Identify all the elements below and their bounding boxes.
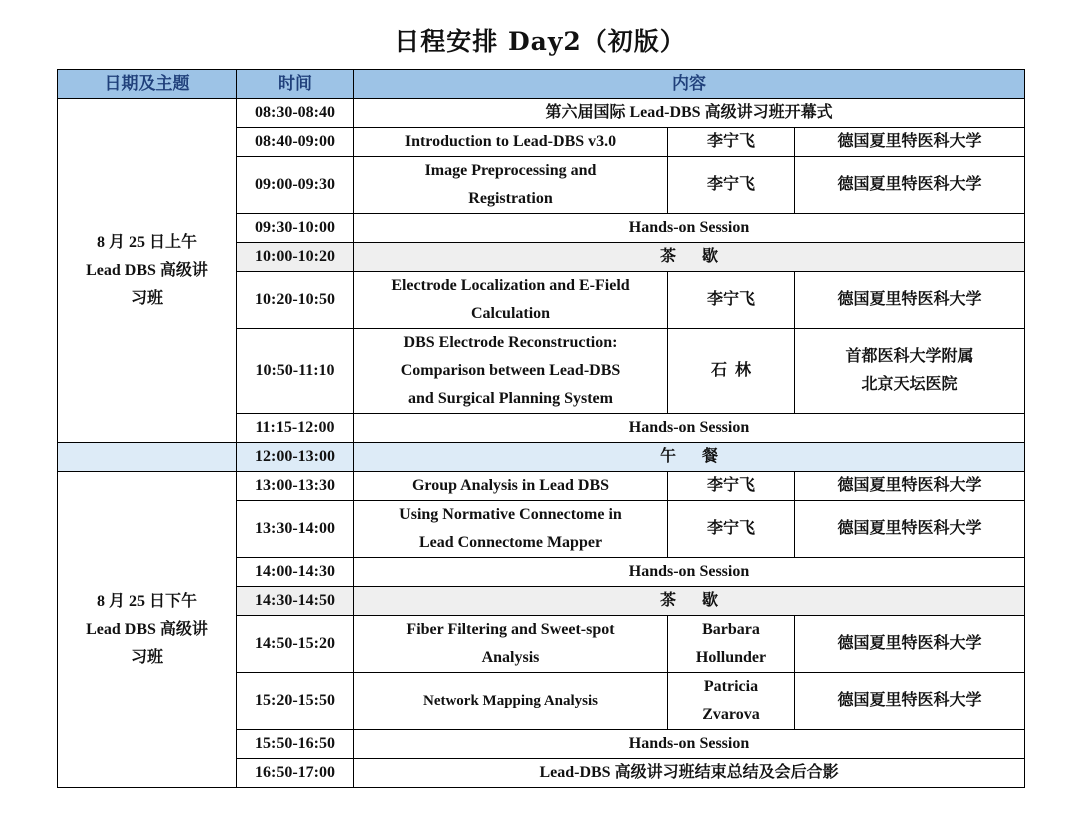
speaker-line: Hollunder (695, 649, 767, 666)
speaker-cell (668, 616, 795, 673)
session-cell: Hands-on Session (354, 730, 1025, 759)
affiliation-cell: 德国夏里特医科大学 (795, 272, 1025, 329)
topic-line: Lead Connectome Mapper (418, 534, 603, 551)
affiliation-cell: 德国夏里特医科大学 (795, 128, 1025, 157)
afternoon-topic-line: 习班 (130, 648, 163, 666)
schedule-table (57, 69, 1025, 788)
topic-line: Using Normative Connectome in (399, 506, 622, 523)
speaker-cell: 李宁飞 (668, 272, 795, 329)
session-cell: Lead-DBS 高级讲习班结束总结及会后合影 (354, 759, 1025, 788)
speaker-cell (668, 673, 795, 730)
time-cell: 16:50-17:00 (237, 759, 354, 788)
affiliation-cell: 德国夏里特医科大学 (795, 501, 1025, 558)
afternoon-topic-line: Lead DBS 高级讲 (86, 620, 208, 638)
time-cell: 09:30-10:00 (237, 214, 354, 243)
session-cell: Hands-on Session (354, 558, 1025, 587)
lunch-date-cell (58, 443, 237, 472)
table-row (58, 443, 1025, 472)
speaker-line: Barbara (702, 621, 760, 638)
topic-line: DBS Electrode Reconstruction: (403, 334, 618, 351)
morning-date-line: 8 月 25 日上午 (96, 233, 197, 251)
header-row (58, 70, 1025, 99)
topic-cell (354, 616, 668, 673)
affiliation-cell: 德国夏里特医科大学 (795, 673, 1025, 730)
session-cell: Hands-on Session (354, 214, 1025, 243)
topic-cell (354, 329, 668, 414)
time-cell: 13:00-13:30 (237, 472, 354, 501)
session-cell: Hands-on Session (354, 414, 1025, 443)
topic-line: Comparison between Lead-DBS (400, 362, 621, 379)
time-cell: 15:50-16:50 (237, 730, 354, 759)
table-row (58, 472, 1025, 501)
topic-line: Fiber Filtering and Sweet-spot (406, 621, 615, 638)
time-cell: 08:40-09:00 (237, 128, 354, 157)
header-date: 日期及主题 (58, 70, 237, 99)
speaker-cell: 李宁飞 (668, 501, 795, 558)
session-cell: 第六届国际 Lead-DBS 高级讲习班开幕式 (354, 99, 1025, 128)
time-cell: 11:15-12:00 (237, 414, 354, 443)
break-cell: 茶 歇 (354, 587, 1025, 616)
speaker-line: Patricia (703, 678, 759, 695)
lunch-cell: 午 餐 (354, 443, 1025, 472)
affiliation-cell: 德国夏里特医科大学 (795, 472, 1025, 501)
speaker-cell: 李宁飞 (668, 472, 795, 501)
topic-cell (354, 272, 668, 329)
afternoon-date-line: 8 月 25 日下午 (96, 592, 197, 610)
time-cell: 12:00-13:00 (237, 443, 354, 472)
time-cell: 08:30-08:40 (237, 99, 354, 128)
time-cell: 10:20-10:50 (237, 272, 354, 329)
time-cell: 14:50-15:20 (237, 616, 354, 673)
time-cell: 10:00-10:20 (237, 243, 354, 272)
topic-cell (354, 157, 668, 214)
speaker-cell: 李宁飞 (668, 157, 795, 214)
table-row (58, 99, 1025, 128)
morning-topic-line: Lead DBS 高级讲 (86, 261, 208, 279)
topic-line: and Surgical Planning System (408, 390, 613, 407)
speaker-cell: 李宁飞 (668, 128, 795, 157)
time-cell: 15:20-15:50 (237, 673, 354, 730)
topic-line: Image Preprocessing and (424, 162, 597, 179)
time-cell: 14:30-14:50 (237, 587, 354, 616)
time-cell: 14:00-14:30 (237, 558, 354, 587)
time-cell: 09:00-09:30 (237, 157, 354, 214)
speaker-cell: 石 林 (668, 329, 795, 414)
page-title: 日程安排 Day2（初版） (394, 27, 686, 56)
topic-line: Registration (468, 190, 553, 207)
affiliation-cell (795, 329, 1025, 414)
afternoon-date-cell (58, 472, 237, 788)
topic-cell: Network Mapping Analysis (354, 673, 668, 730)
morning-topic-line: 习班 (130, 289, 163, 307)
morning-date-cell (58, 99, 237, 443)
header-content: 内容 (354, 70, 1025, 99)
affiliation-cell: 德国夏里特医科大学 (795, 616, 1025, 673)
topic-cell: Introduction to Lead-DBS v3.0 (354, 128, 668, 157)
time-cell: 13:30-14:00 (237, 501, 354, 558)
topic-cell (354, 501, 668, 558)
affiliation-cell: 德国夏里特医科大学 (795, 157, 1025, 214)
topic-line: Electrode Localization and E-Field (391, 277, 630, 294)
speaker-line: Zvarova (702, 706, 760, 723)
topic-cell: Group Analysis in Lead DBS (354, 472, 668, 501)
header-time: 时间 (237, 70, 354, 99)
time-cell: 10:50-11:10 (237, 329, 354, 414)
break-cell: 茶 歇 (354, 243, 1025, 272)
topic-line: Analysis (481, 649, 540, 666)
topic-line: Calculation (470, 305, 551, 322)
affiliation-line: 首都医科大学附属 (845, 348, 974, 365)
affiliation-line: 北京天坛医院 (861, 376, 958, 393)
